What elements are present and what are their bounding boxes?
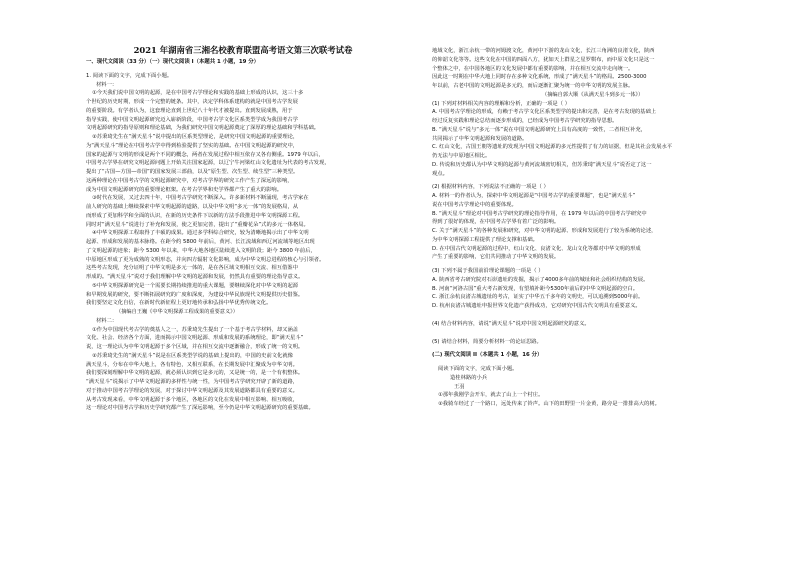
text-line: 前人研究的基础上继续探索中华文明起源的道路，以及中华文明“多元一体”的发展格局，从 bbox=[86, 204, 299, 211]
text-line: D. 杭州良渚古城遗址申报世界文化遗产获得成功，它对研究中国古代文明具有重要意义。 bbox=[432, 303, 641, 309]
material2-body bbox=[86, 326, 400, 414]
text-line: 文明起源研究的指导原则和理论基础，为我们研究中国文明起源奠定了深厚的理论基础和学科基础。 bbox=[86, 125, 320, 132]
text-line: 而形成了更加科学和全面的认识，在新的历史条件下以新的方法手段推进中华文明探源工程。 bbox=[86, 212, 304, 219]
story-body bbox=[432, 391, 740, 409]
text-line: 说在中国考古学理论中的重要体现。 bbox=[432, 201, 517, 208]
text-line: 中原地区形成了更为成熟的文明形态，并向四方辐射文化影响，成为中华文明总进程的核心与引领者。 bbox=[86, 256, 325, 263]
material1-source: （摘编自王巍《中华文明探源工程成果的重要意义》） bbox=[116, 309, 238, 316]
question-3: (3) 下列不属于我国前沿理论课题的一项是（ ） bbox=[432, 268, 544, 274]
text-line: ②苏秉琦先生在“满天星斗”说中提出的区系类型理论，是研究中国文明起源的重要理论， bbox=[92, 134, 299, 141]
text-line: D. 在中国古代文明起源的过程中，红山文化、良渚文化、龙山文化等都对中华文明的形成 bbox=[432, 245, 641, 252]
text-line: 从考古发现来看，中华文明起源于多个地区，各地区的文化在发展中相互影响、相互吸收， bbox=[86, 396, 298, 403]
question-5: (5) 请结合材料，简要分析材料一的论证思路。 bbox=[432, 338, 542, 345]
text-line: 年以前，古老中国的文明起源是多元的，而后逐渐汇聚为统一的中华文明的发展主脉。 bbox=[432, 83, 634, 89]
story-author: 王羽 bbox=[454, 383, 465, 390]
text-line: C. 关于“满天星斗”的各种发展和研究，对中华文明的起源、形成和发展进行了较为系统的论述， bbox=[432, 228, 657, 234]
text-line: A. 中国考古学理论的形成，有赖于考古学文化区系类型学的提出和完善，是在考古发现的基础上 bbox=[432, 109, 657, 116]
text-line: ②苏秉琦先生的“满天星斗”说是在区系类型学说的基础上提出的，中国的史前文化就像 bbox=[92, 352, 293, 359]
question-3-options bbox=[432, 276, 740, 311]
text-line: D. 传说和历史都认为中华文明的起源与黄河流域密切相关，但苏秉琦“满天星斗”说否定了这一 bbox=[432, 161, 652, 168]
section-heading-2: (二) 现代文阅读 II（本题共 1 小题，16 分） bbox=[432, 352, 543, 359]
text-line: ②我骑车经过了一个路口，远处传来了铃声。山下的田野里一片金黄，路旁是一排排高大的树。 bbox=[438, 401, 660, 408]
text-line: 共同揭示了中华文明起源和发展的道路。 bbox=[432, 135, 528, 142]
text-line: 个世纪的历史时期，形成一个完整的链条。其中，决定学科体系建构的就是中国考古学发展 bbox=[86, 99, 298, 106]
text-line: 这些考古发现，充分证明了中华文明是多元一体的，是在各区域文明相互交流、相互借鉴中 bbox=[86, 265, 298, 272]
left-column bbox=[86, 58, 400, 413]
text-line: 和早期发展的研究，要不断拓展研究的广度和深度，为建设中华民族现代文明提供历史借鉴。 bbox=[86, 291, 304, 298]
text-line: 对于推动中国考古学理论的发展，对于探讨中华文明起源及其发展道路都具有重要的意义。 bbox=[86, 387, 298, 394]
text-line: 这一理论对中国考古学和历史学研究都产生了深远影响，至今仍是中华文明起源研究的重要基础。 bbox=[86, 405, 314, 412]
story-title: 造桂林路的小兵 bbox=[450, 374, 488, 381]
text-line: 文化、社会、经济各个方面，进而揭示中国文明起源、形成和发展的系统理论，即“满天星斗” bbox=[86, 335, 304, 342]
text-line: ③时代在发展，又过去四十年，中国考古学研究不断深入。许多新材料不断涌现，考古学家在 bbox=[92, 195, 309, 202]
text-line: 指导实践，使中国文明起源研究迈入崭新阶段，中国考古学文化区系类型学成为我国考古学 bbox=[86, 116, 298, 123]
text-line: ④中华文明探源工程取得了丰硕的成果。通过多学科综合研究，较为清晰地揭示出了中华文明 bbox=[92, 230, 309, 237]
text-line: 仍无法与中原地区相比。 bbox=[432, 153, 491, 159]
text-line: A. 材料一的作者认为，探索中华文明起源是“中国考古学的重要课题”，也是“满天星斗” bbox=[432, 193, 636, 199]
question-2-options bbox=[432, 192, 740, 262]
text-line: 我们要坚定文化自信，在新时代新征程上更好地传承和弘扬中华优秀传统文化。 bbox=[86, 300, 272, 307]
text-line: ①那年我刚学会开车，就去了山上一个村庄。 bbox=[438, 392, 544, 399]
story-instruction: 阅读下面的文字，完成下面小题。 bbox=[438, 366, 518, 373]
exam-title: 2021 年湖南省三湘名校教育联盟高考语文第三次联考试卷 bbox=[133, 45, 353, 55]
text-line: 的仰韶文化等等。这些文化在中国的四面八方，犹如天上群星之星罗棋布，而中原文化只是这一 bbox=[432, 56, 655, 63]
question-2: (2) 根据材料内容，下列说法不正确的一项是（ ） bbox=[432, 184, 549, 191]
text-line: 我们要深刻理解中华文明的起源，就必须认识到它是多元的，又是统一的，是一个有机整体。 bbox=[86, 370, 304, 377]
text-line: 起源、形成和发展的基本脉络。在距今约 5800 年前后，黄河、长江流域和西辽河流域等地区出现 bbox=[86, 239, 315, 246]
text-line: 为中华文明探源工程提供了理论支撑和基础。 bbox=[432, 236, 538, 243]
text-line: 为“满天星斗”理论在中国考古学中得到检验提供了坚实的基础。在中国文明起源的研究中， bbox=[86, 142, 299, 149]
text-line: 个整体之中，在中国各地区的文化发展中都有重要的影响，并在相互交流中走向统一。 bbox=[432, 65, 634, 72]
right-column bbox=[432, 47, 740, 409]
text-line: 国家的起源与文明的形成是两个不同的概念，两者在发展过程中相互依存又各有侧重。1979 年以后， bbox=[86, 151, 324, 158]
text-line: B. 河南“河洛古国”重大考古新发现，有望填补距今5300年前后的中华文明起源的空白。 bbox=[432, 285, 639, 292]
text-line: A. 陕西省考古研究院对石峁遗址的发掘，揭示了4000多年前的城址和社会组织结构的发展。 bbox=[432, 276, 649, 283]
text-line: 提出了“古国—方国—帝国”的国家发展三部曲，以及“原生型、次生型、续生型”三种类型。 bbox=[86, 169, 299, 176]
text-line: 说，这一理论认为中华文明起源于多个区域，并在相互交流中逐渐融合，形成了统一的文明。 bbox=[86, 344, 304, 351]
text-line: ⑤中华文明探源研究是一个需要长期持续推进的重大课题，要继续深化对中华文明的起源 bbox=[92, 282, 299, 289]
text-line: ①今天我们说中国文明的起源，是在中国考古学理论和实践的基础上形成的认识，这三十多 bbox=[92, 90, 304, 97]
text-line: 因此这一时期在中华大地上同时存在多种文化系统，形成了“满天星斗”的格局。2500-3000 bbox=[432, 74, 647, 81]
text-line: 地域文化，浙江余杭一带的河姆渡文化，黄河中下游的龙山文化，长江三角洲的良渚文化，陕西 bbox=[432, 48, 655, 54]
question-1: (1) 下列对材料相关内容的理解和分析，正确的一项是（ ） bbox=[432, 100, 570, 107]
material2-label: 材料二： bbox=[96, 317, 118, 324]
text-line: 中国考古学界在研究文明起源问题上开始关注国家起源，以辽宁牛河梁红山文化遗址为代表的考古发现， bbox=[86, 160, 330, 167]
question-1-options bbox=[432, 108, 740, 178]
text-line: 同时对“满天星斗”说进行了补充和发展，使之更加完善，提出了“重瓣花朵”式的多元一体格局。 bbox=[86, 221, 309, 228]
material1-body bbox=[86, 89, 400, 308]
text-line: B. “满天星斗”理论对中国考古学研究的理论指导作用，在 1979 年以后的中国考古学研究中 bbox=[432, 210, 647, 217]
material1-label: 材料一： bbox=[96, 81, 118, 88]
question-4: (4) 结合材料内容，请说“满天星斗”说对中国文明起源研究的意义。 bbox=[432, 320, 590, 327]
text-line: C. 浙江余杭良渚古城遗址的考古，证实了中华五千多年的文明史，可以追溯到5000年前。 bbox=[432, 294, 644, 301]
text-line: 形成的。“满天星斗”说对于我们理解中华文明的起源和发展，仍然具有重要的理论指导意义。 bbox=[86, 274, 304, 281]
instruction: 1. 阅读下面的文字，完成下面小题。 bbox=[86, 72, 173, 79]
text-line: 成为中国文明起源研究的重要理论框架。在考古学界和史学界都产生了重大的影响。 bbox=[86, 186, 282, 193]
text-line: 得到了很好的体现，在中国考古学界有着广泛的影响。 bbox=[432, 219, 560, 226]
section-heading-1: 一、现代文阅读（33 分）（一）现代文阅读 I（本题共 1 小题，19 分） bbox=[86, 59, 259, 65]
text-line: 满天星斗，分布在中华大地上，各有特色，又相互联系，在长期发展中汇聚成为中华文明。 bbox=[86, 361, 298, 368]
text-line: B. “满天星斗”说与“多元一体”说在中国文明起源研究上具有高度的一致性，二者相互补充， bbox=[432, 126, 646, 133]
text-line: 经过反复实践和理论总结而逐步形成的，已经成为中国考古学研究的指导思想。 bbox=[432, 118, 618, 124]
text-line: 的重要阶段。有学者认为，这套理论直到上世纪八十年代才被提出。直到发展成熟，用于 bbox=[86, 107, 293, 114]
text-line: “满天星斗”说揭示了中华文明起源的多样性与统一性，为中国考古学研究开辟了新的道路， bbox=[86, 379, 299, 386]
text-line: 产生了重要的影响，它们共同推动了中华文明的发展。 bbox=[432, 254, 560, 261]
text-line: 这两种理论在中国考古学的文明起源研究中，对考古学界的研究工作产生了深远的影响， bbox=[86, 177, 293, 184]
text-line: ①作为中国现代考古学的奠基人之一，苏秉琦先生提出了一个基于考古学材料，却又涵盖 bbox=[92, 326, 299, 333]
text-line: C. 红山文化，古国王朝等遗址的发现为中国文明起源的多元性提供了有力的证据，但是其社会发展水平 bbox=[432, 144, 673, 151]
text-line: 观点。 bbox=[432, 170, 448, 177]
material2-continued bbox=[432, 47, 740, 91]
material2-source: （摘编自郭大顺《从满天星斗到多元一体》） bbox=[542, 91, 644, 98]
text-line: 了文明起源的迹象；距今 5300 年以来，中华大地各地区陆续进入文明阶段；距今 3800 年前后， bbox=[86, 247, 316, 254]
